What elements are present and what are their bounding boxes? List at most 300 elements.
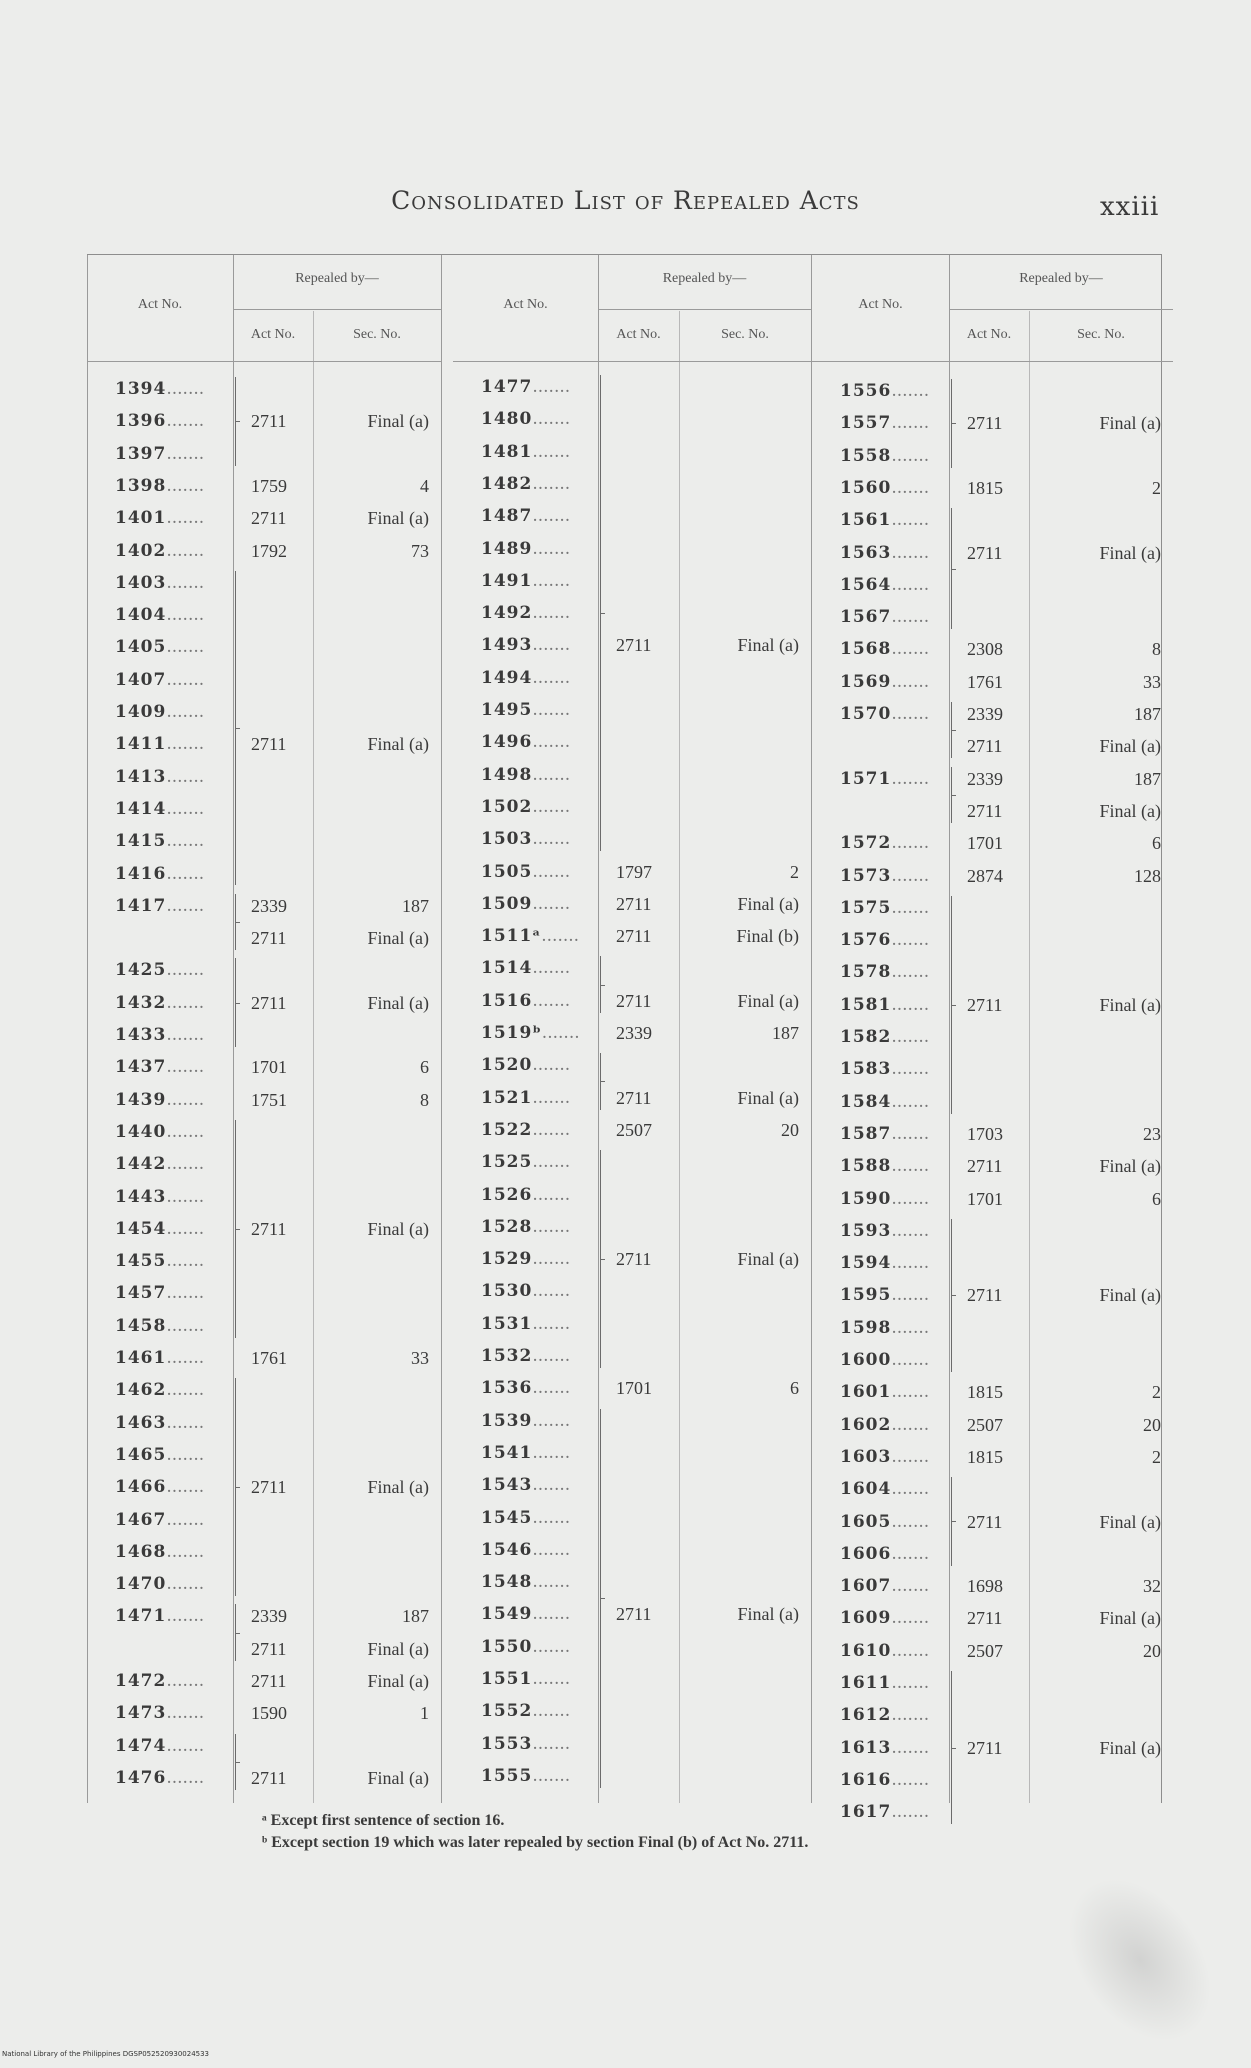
act-number: 1595....... [840, 1285, 930, 1306]
leader-dots: ....... [166, 1735, 205, 1756]
act-number: 1476....... [115, 1767, 205, 1788]
section-number: Final (a) [367, 1767, 429, 1788]
act-number: 1525....... [481, 1152, 571, 1173]
grouping-brace [235, 958, 236, 1047]
section-number: Final (a) [367, 734, 429, 755]
act-number: 1480....... [481, 409, 571, 430]
section-number: 2 [1152, 1446, 1161, 1467]
leader-dots: ....... [532, 473, 571, 494]
footnote-b: ᵇ Except section 19 which was later repealed by section Final (b) of Act No. 2711. [262, 1834, 809, 1851]
header-rule [453, 361, 811, 362]
leader-dots: ....... [166, 1218, 205, 1239]
section-number: Final (b) [736, 926, 799, 947]
act-number: 1573....... [840, 865, 930, 886]
act-number: 1587....... [840, 1123, 930, 1144]
act-number: 1519ᵇ....... [481, 1023, 580, 1043]
leader-dots: ....... [532, 1507, 571, 1528]
grouping-brace [600, 375, 601, 851]
act-number: 1532....... [481, 1346, 571, 1366]
grouping-brace [600, 1409, 601, 1788]
act-number: 1502....... [481, 796, 571, 817]
header-sec-no: Sec. No. [1077, 327, 1125, 342]
act-number: 1600....... [840, 1350, 930, 1370]
repealing-act-number: 2339 [251, 1606, 287, 1627]
page-number: xxiii [1100, 192, 1160, 222]
repealing-act-number: 2711 [967, 736, 1003, 757]
repealing-act-number: 1815 [967, 1382, 1003, 1403]
grouping-brace [951, 896, 952, 1114]
repealing-act-number: 2711 [616, 893, 652, 914]
header-repealed-by: Repealed by— [295, 271, 379, 286]
act-number: 1443....... [115, 1186, 205, 1207]
leader-dots: ....... [891, 1769, 930, 1790]
act-number: 1461....... [115, 1348, 205, 1368]
section-number: Final (a) [737, 1249, 799, 1270]
repealing-act-number: 2711 [616, 926, 652, 947]
act-number: 1414....... [115, 798, 205, 819]
repealing-act-number: 2507 [967, 1414, 1003, 1435]
act-number: 1601....... [840, 1382, 930, 1403]
act-number: 1560....... [840, 477, 930, 498]
leader-dots: ....... [541, 926, 580, 947]
repealing-act-number: 2711 [616, 1249, 652, 1270]
act-number: 1576....... [840, 930, 930, 951]
section-number: Final (a) [1099, 1156, 1161, 1177]
repealing-act-number: 1701 [616, 1378, 652, 1399]
column-separator [598, 255, 599, 1803]
leader-dots: ....... [532, 958, 571, 979]
act-number: 1415....... [115, 831, 205, 852]
header-sub-act-no: Act No. [966, 327, 1012, 342]
act-number: 1403....... [115, 572, 205, 593]
act-number: 1607....... [840, 1576, 930, 1597]
act-number: 1394....... [115, 379, 205, 399]
leader-dots: ....... [532, 441, 571, 462]
leader-dots: ....... [532, 796, 571, 817]
footer-credit: National Library of the Philippines DGSP052520930024533 [2, 2050, 210, 2058]
leader-dots: ....... [891, 833, 930, 854]
header-act-no: Act No. [503, 297, 548, 312]
leader-dots: ....... [166, 1025, 205, 1045]
act-number: 1563....... [840, 542, 930, 563]
leader-dots: ....... [166, 1315, 205, 1336]
leader-dots: ....... [166, 702, 205, 722]
section-number: Final (a) [1099, 736, 1161, 757]
leader-dots: ....... [891, 1737, 930, 1758]
act-number: 1522....... [481, 1119, 571, 1140]
act-number: 1509....... [481, 893, 571, 914]
act-number: 1471....... [115, 1606, 205, 1627]
act-number: 1604....... [840, 1479, 930, 1500]
repealing-act-number: 2711 [616, 1087, 652, 1108]
leader-dots: ....... [891, 962, 930, 983]
header-rule [87, 361, 441, 362]
leader-dots: ....... [532, 1539, 571, 1560]
act-number: 1541....... [481, 1442, 571, 1463]
leader-dots: ....... [166, 411, 205, 432]
section-number: 187 [1134, 768, 1161, 789]
leader-dots: ....... [166, 1606, 205, 1627]
leader-dots: ....... [166, 572, 205, 593]
repealing-act-number: 2711 [251, 1767, 287, 1788]
section-number: 73 [411, 540, 429, 561]
act-number: 1588....... [840, 1156, 930, 1177]
leader-dots: ....... [166, 863, 205, 884]
act-number: 1552....... [481, 1701, 571, 1722]
leader-dots: ....... [532, 1216, 571, 1237]
leader-dots: ....... [166, 992, 205, 1013]
act-number: 1477....... [481, 377, 571, 397]
repealing-act-number: 1792 [251, 540, 287, 561]
act-number: 1473....... [115, 1703, 205, 1724]
act-number: 1612....... [840, 1705, 930, 1726]
leader-dots: ....... [532, 1249, 571, 1270]
leader-dots: ....... [532, 1572, 571, 1593]
leader-dots: ....... [532, 635, 571, 656]
section-number: Final (a) [1099, 994, 1161, 1015]
section-number: Final (a) [737, 1087, 799, 1108]
act-number: 1530....... [481, 1281, 571, 1302]
act-number: 1397....... [115, 443, 205, 464]
leader-dots: ....... [891, 930, 930, 951]
leader-dots: ....... [532, 1087, 571, 1108]
leader-dots: ....... [532, 1184, 571, 1205]
act-number: 1511ᵃ....... [481, 926, 580, 947]
act-number: 1545....... [481, 1507, 571, 1528]
leader-dots: ....... [166, 475, 205, 496]
repealing-act-number: 2711 [251, 734, 287, 755]
leader-dots: ....... [166, 831, 205, 852]
repealing-act-number: 2711 [967, 1608, 1003, 1629]
leader-dots: ....... [166, 1541, 205, 1562]
act-number: 1405....... [115, 637, 205, 658]
act-number: 1582....... [840, 1027, 930, 1047]
act-number: 1463....... [115, 1412, 205, 1433]
repealing-act-number: 2711 [616, 635, 652, 656]
act-number: 1571....... [840, 768, 930, 789]
header-sec-no: Sec. No. [353, 327, 401, 342]
grouping-brace [951, 379, 952, 468]
leader-dots: ....... [166, 1186, 205, 1207]
repealing-act-number: 2711 [251, 928, 287, 949]
act-number: 1457....... [115, 1283, 205, 1304]
repealing-act-number: 1797 [616, 861, 652, 882]
section-number: Final (a) [1099, 800, 1161, 821]
leader-dots: ....... [166, 508, 205, 529]
repealing-act-number: 2339 [616, 1023, 652, 1043]
section-number: Final (a) [1099, 1608, 1161, 1629]
act-number: 1516....... [481, 990, 571, 1011]
section-number: Final (a) [737, 1604, 799, 1625]
act-number: 1602....... [840, 1414, 930, 1435]
leader-dots: ....... [891, 574, 930, 595]
leader-dots: ....... [532, 700, 571, 720]
act-number: 1467....... [115, 1509, 205, 1530]
section-number: 2 [1152, 477, 1161, 498]
repealing-act-number: 2507 [967, 1640, 1003, 1661]
leader-dots: ....... [166, 1574, 205, 1595]
column-separator [233, 255, 234, 1803]
leader-dots: ....... [891, 510, 930, 531]
leader-dots: ....... [532, 1410, 571, 1431]
leader-dots: ....... [532, 1442, 571, 1463]
act-number: 1465....... [115, 1444, 205, 1465]
leader-dots: ....... [891, 1511, 930, 1532]
section-number: 33 [411, 1348, 429, 1368]
section-number: 6 [1152, 1188, 1161, 1209]
repealing-act-number: 2507 [616, 1119, 652, 1140]
act-number: 1466....... [115, 1477, 205, 1498]
column-separator [441, 255, 442, 1803]
repealing-act-number: 2711 [251, 508, 287, 529]
leader-dots: ....... [891, 381, 930, 401]
leader-dots: ....... [532, 506, 571, 527]
grouping-brace [600, 956, 601, 1012]
leader-dots: ....... [891, 994, 930, 1015]
leader-dots: ....... [532, 1475, 571, 1496]
leader-dots: ....... [166, 1154, 205, 1175]
act-number: 1575....... [840, 897, 930, 918]
leader-dots: ....... [891, 1446, 930, 1467]
leader-dots: ....... [166, 1509, 205, 1530]
header-repealed-by: Repealed by— [1019, 271, 1103, 286]
repealing-act-number: 1759 [251, 475, 287, 496]
act-number: 1617....... [840, 1802, 930, 1823]
leader-dots: ....... [532, 667, 571, 688]
repealing-act-number: 2711 [616, 1604, 652, 1625]
act-number: 1594....... [840, 1253, 930, 1274]
act-number: 1491....... [481, 570, 571, 591]
leader-dots: ....... [891, 639, 930, 660]
act-number: 1590....... [840, 1188, 930, 1209]
leader-dots: ....... [891, 1802, 930, 1823]
act-number: 1605....... [840, 1511, 930, 1532]
grouping-brace [951, 1219, 952, 1372]
leader-dots: ....... [891, 768, 930, 789]
section-number: Final (a) [367, 928, 429, 949]
act-number: 1526....... [481, 1184, 571, 1205]
leader-dots: ....... [532, 1604, 571, 1625]
act-number: 1481....... [481, 441, 571, 462]
act-number: 1557....... [840, 413, 930, 434]
leader-dots: ....... [532, 1346, 571, 1366]
leader-dots: ....... [532, 538, 571, 559]
repealing-act-number: 2711 [251, 1671, 287, 1691]
act-number: 1505....... [481, 861, 571, 882]
section-number: 8 [1152, 639, 1161, 660]
act-number: 1472....... [115, 1671, 205, 1691]
leader-dots: ....... [541, 1023, 580, 1043]
section-number: 128 [1134, 865, 1161, 886]
grouping-brace [235, 1734, 236, 1790]
act-number: 1416....... [115, 863, 205, 884]
leader-dots: ....... [532, 1313, 571, 1334]
leader-dots: ....... [891, 477, 930, 498]
leader-dots: ....... [166, 637, 205, 658]
act-number: 1603....... [840, 1446, 930, 1467]
act-number: 1584....... [840, 1091, 930, 1112]
act-number: 1417....... [115, 895, 205, 916]
leader-dots: ....... [166, 1380, 205, 1401]
repealing-act-number: 2711 [967, 994, 1003, 1015]
grouping-brace [951, 767, 952, 823]
leader-dots: ....... [532, 1152, 571, 1173]
repealing-act-number: 1701 [251, 1057, 287, 1078]
leader-dots: ....... [891, 413, 930, 434]
repealing-act-number: 2711 [967, 1156, 1003, 1177]
section-number: Final (a) [737, 893, 799, 914]
act-number: 1549....... [481, 1604, 571, 1625]
section-number: Final (a) [367, 1671, 429, 1691]
leader-dots: ....... [891, 1156, 930, 1177]
repealing-act-number: 2711 [251, 1218, 287, 1239]
column-separator [679, 311, 680, 1803]
grouping-brace [235, 571, 236, 886]
act-number: 1407....... [115, 669, 205, 690]
act-number: 1396....... [115, 411, 205, 432]
act-number: 1567....... [840, 607, 930, 628]
leader-dots: ....... [166, 895, 205, 916]
repealing-act-number: 1761 [967, 671, 1003, 692]
section-number: Final (a) [1099, 542, 1161, 563]
section-number: 20 [1143, 1414, 1161, 1435]
leader-dots: ....... [532, 893, 571, 914]
repealing-act-number: 1701 [967, 833, 1003, 854]
section-number: 2 [1152, 1382, 1161, 1403]
repealing-act-number: 2711 [967, 1285, 1003, 1306]
act-number: 1503....... [481, 829, 571, 850]
act-number: 1570....... [840, 704, 930, 724]
leader-dots: ....... [891, 1059, 930, 1080]
leader-dots: ....... [166, 1412, 205, 1433]
act-number: 1494....... [481, 667, 571, 688]
leader-dots: ....... [891, 897, 930, 918]
act-number: 1496....... [481, 732, 571, 753]
act-number: 1440....... [115, 1121, 205, 1142]
leader-dots: ....... [532, 732, 571, 753]
act-number: 1398....... [115, 475, 205, 496]
leader-dots: ....... [166, 766, 205, 787]
repealing-act-number: 2874 [967, 865, 1003, 886]
act-number: 1529....... [481, 1249, 571, 1270]
repealing-act-number: 2711 [967, 1737, 1003, 1758]
section-number: 187 [402, 895, 429, 916]
leader-dots: ....... [166, 1283, 205, 1304]
column-separator [87, 255, 88, 1803]
leader-dots: ....... [891, 1705, 930, 1726]
section-number: 20 [1143, 1640, 1161, 1661]
section-number: 6 [1152, 833, 1161, 854]
leader-dots: ....... [891, 1091, 930, 1112]
repealing-act-number: 2711 [967, 413, 1003, 434]
repealing-act-number: 2711 [251, 992, 287, 1013]
leader-dots: ....... [532, 829, 571, 850]
leader-dots: ....... [891, 1673, 930, 1693]
section-number: Final (a) [367, 992, 429, 1013]
leader-dots: ....... [166, 443, 205, 464]
leader-dots: ....... [891, 1576, 930, 1597]
header-rule [949, 309, 1173, 310]
act-number: 1564....... [840, 574, 930, 595]
act-number: 1583....... [840, 1059, 930, 1080]
grouping-brace [235, 1604, 236, 1660]
section-number: 32 [1143, 1576, 1161, 1597]
act-number: 1581....... [840, 994, 930, 1015]
leader-dots: ....... [891, 1285, 930, 1306]
act-number: 1432....... [115, 992, 205, 1013]
leader-dots: ....... [532, 1636, 571, 1657]
act-number: 1454....... [115, 1218, 205, 1239]
repealing-act-number: 2711 [251, 1638, 287, 1659]
leader-dots: ....... [532, 764, 571, 785]
act-number: 1548....... [481, 1572, 571, 1593]
leader-dots: ....... [532, 409, 571, 430]
repealing-act-number: 1701 [967, 1188, 1003, 1209]
act-number: 1598....... [840, 1317, 930, 1338]
section-number: Final (a) [367, 1218, 429, 1239]
repealing-act-number: 2711 [251, 1477, 287, 1498]
page-title: Consolidated List of Repealed Acts [391, 186, 860, 215]
column-separator [811, 255, 812, 1803]
act-number: 1611....... [840, 1673, 930, 1693]
leader-dots: ....... [532, 570, 571, 591]
footnote-a: ᵃ Except first sentence of section 16. [262, 1812, 505, 1829]
leader-dots: ....... [891, 1640, 930, 1661]
leader-dots: ....... [166, 1348, 205, 1368]
act-number: 1474....... [115, 1735, 205, 1756]
section-number: Final (a) [367, 1638, 429, 1659]
leader-dots: ....... [532, 1701, 571, 1722]
section-number: 187 [1134, 704, 1161, 724]
repealing-act-number: 2308 [967, 639, 1003, 660]
leader-dots: ....... [532, 377, 571, 397]
leader-dots: ....... [532, 1765, 571, 1786]
grouping-brace [600, 1150, 601, 1368]
section-number: Final (a) [1099, 1737, 1161, 1758]
section-number: 187 [772, 1023, 799, 1043]
section-number: Final (a) [1099, 1511, 1161, 1532]
leader-dots: ....... [532, 861, 571, 882]
header-sec-no: Sec. No. [721, 327, 769, 342]
header-sub-act-no: Act No. [616, 327, 661, 342]
repealing-act-number: 2339 [251, 895, 287, 916]
leader-dots: ....... [166, 1121, 205, 1142]
section-number: Final (a) [367, 508, 429, 529]
leader-dots: ....... [891, 1027, 930, 1047]
section-number: 20 [781, 1119, 799, 1140]
act-number: 1569....... [840, 671, 930, 692]
act-number: 1482....... [481, 473, 571, 494]
header-rule [598, 309, 811, 310]
leader-dots: ....... [891, 1350, 930, 1370]
leader-dots: ....... [891, 1317, 930, 1338]
repealing-act-number: 1703 [967, 1123, 1003, 1144]
grouping-brace [951, 508, 952, 629]
leader-dots: ....... [532, 1669, 571, 1689]
leader-dots: ....... [891, 1188, 930, 1209]
section-number: Final (a) [1099, 413, 1161, 434]
leader-dots: ....... [166, 1477, 205, 1498]
header-rule [233, 309, 441, 310]
act-number: 1616....... [840, 1769, 930, 1790]
grouping-brace [951, 1671, 952, 1824]
act-number: 1550....... [481, 1636, 571, 1657]
act-number: 1437....... [115, 1057, 205, 1078]
leader-dots: ....... [166, 1089, 205, 1110]
grouping-brace [235, 894, 236, 950]
column-separator [949, 255, 950, 1803]
repealing-act-number: 2711 [967, 542, 1003, 563]
